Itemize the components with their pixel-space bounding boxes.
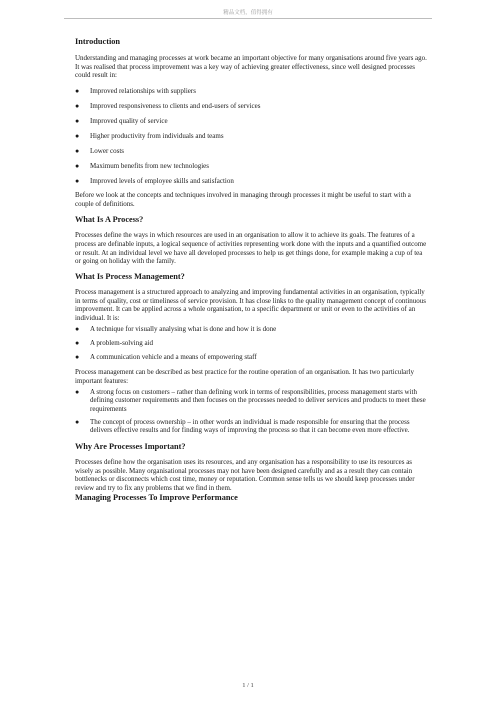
heading-why-processes-important: Why Are Processes Important? bbox=[75, 442, 186, 452]
bullet-icon: ● bbox=[75, 162, 80, 171]
header-divider bbox=[64, 18, 432, 19]
page-number: 1 / 1 bbox=[242, 682, 254, 689]
heading-what-is-a-process: What Is A Process? bbox=[75, 215, 144, 225]
list-item: ● Improved levels of employee skills and satisfaction bbox=[75, 177, 234, 186]
list-item: ● Maximum benefits from new technologies bbox=[75, 162, 209, 171]
list-item: ● Improved quality of service bbox=[75, 117, 168, 126]
bullet-icon: ● bbox=[75, 117, 80, 126]
what-pm-paragraph-2: Process management can be described as best practice for the routine operation of an organisation. It has two particularly important features: bbox=[75, 368, 415, 385]
heading-introduction: Introduction bbox=[75, 37, 121, 46]
list-item: ● A strong focus on customers – rather than defining work in terms of responsibilities, process management starts with defining customer requirements and then focuses on the processes needed to deliver services and products to meet these requirements bbox=[75, 387, 426, 413]
heading-what-is-process-management: What Is Process Management? bbox=[75, 272, 185, 282]
what-pm-paragraph: Process management is a structured approach to analyzing and improving fundamental activities in an organisation, typically in terms of quality, cost or timeliness of service provision. It has close links to the quality management concept of continuous improvement. It can be applied across a whole organisation, to a specific department or unit or even to the activities of an individual. It is: bbox=[75, 288, 427, 323]
intro-closing: Before we look at the concepts and techniques involved in managing through processes it might be useful to start with a couple of definitions. bbox=[75, 190, 411, 208]
document-body bbox=[75, 37, 427, 503]
bullet-icon: ● bbox=[75, 102, 80, 111]
bullet-icon: ● bbox=[75, 87, 80, 96]
list-item: ● A technique for visually analysing what is done and how it is done bbox=[75, 324, 277, 333]
intro-bullet-list bbox=[75, 87, 427, 186]
pm-bullet-list bbox=[75, 325, 427, 362]
intro-paragraph: Understanding and managing processes at work became an important objective for many organisations around five years ago. It was realised that process improvement was a key way of achieving greater effectiveness, since well designed processes could result in: bbox=[75, 54, 427, 80]
list-item: ● A problem-solving aid bbox=[75, 339, 153, 348]
heading-managing-processes: Managing Processes To Improve Performance bbox=[75, 492, 238, 502]
pm-features-list bbox=[75, 388, 427, 436]
bullet-icon: ● bbox=[75, 132, 80, 141]
page-header: 精品文档，值得拥有 bbox=[223, 10, 273, 16]
list-item: ● Lower costs bbox=[75, 147, 125, 156]
bullet-icon: ● bbox=[75, 339, 80, 348]
list-item: ● Improved responsiveness to clients and end-users of services bbox=[75, 102, 261, 111]
list-item: ● Improved relationships with suppliers bbox=[75, 87, 196, 96]
bullet-icon: ● bbox=[75, 387, 80, 396]
bullet-icon: ● bbox=[75, 324, 80, 333]
bullet-icon: ● bbox=[75, 177, 80, 186]
list-item: ● The concept of process ownership – in other words an individual is made responsible for ensuring that the process delivers effective results and for finding ways of improving the process so that it can become even more effective. bbox=[75, 417, 410, 435]
list-item: ● A communication vehicle and a means of empowering staff bbox=[75, 353, 257, 362]
bullet-icon: ● bbox=[75, 417, 80, 426]
bullet-icon: ● bbox=[75, 147, 80, 156]
bullet-icon: ● bbox=[75, 353, 80, 362]
what-process-paragraph: Processes define the ways in which resources are used in an organisation to allow it to achieve its goals. The features of a process are definable inputs, a logical sequence of activities representing work done with the inputs and a quantified outcome or result. At an individual level we have all developed processes to help us get things done, for example making a cup of tea or going on holiday with the family. bbox=[75, 231, 427, 266]
why-paragraph: Processes define how the organisation uses its resources, and any organisation has a responsibility to use its resources as wisely as possible. Many organisational processes may not have been designed carefully and as a result they can contain bottlenecks or disconnects which cost time, money or reputation. Common sense tells us we should keep processes under review and try to fix any problems that we find in them. bbox=[75, 458, 415, 493]
list-item: ● Higher productivity from individuals and teams bbox=[75, 132, 224, 141]
